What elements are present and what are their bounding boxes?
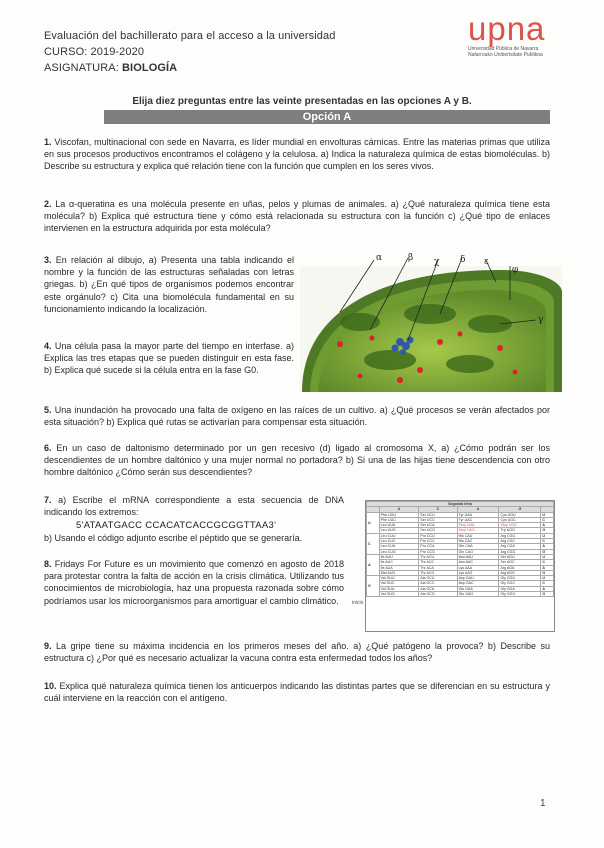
codon-cell: Asp GAU	[457, 576, 499, 581]
codon-cell: Arg CGU	[499, 533, 541, 538]
codon-cell: His CAC	[457, 539, 499, 544]
q2-number: 2.	[44, 199, 52, 209]
q6-text: En un caso de daltonismo determinado por un gen recesivo (d) ligado al cromosoma X, a) ¿Cómo podrán ser los descendientes de un hombre daltónico y una mujer normal no portadora? b) Si una de las hijas tiene descendencia con otro hombre daltónico ¿Cómo serán sus descendientes?	[44, 443, 550, 478]
question-8	[44, 558, 344, 607]
q2-text: La α-queratina es una molécula presente en uñas, pelos y plumas de animales. a) ¿Qué naturaleza química tiene esta molécula? b) Explica qué estructura tiene y cómo está relacionada su estructura con la función c) ¿Qué tipo de enlaces intervienen en la estructura adquirida por esta molécula?	[44, 199, 550, 234]
codon-third-letter: U	[541, 533, 554, 538]
granum	[364, 350, 416, 370]
codon-cell: Stop UAA	[457, 523, 499, 528]
upna-logo	[468, 12, 578, 58]
codon-cell: Thr ACA	[419, 565, 457, 570]
codon-row	[367, 592, 554, 597]
q7-text-a: a) Escribe el mRNA correspondiente a esta secuencia de DNA indicando los extremos:	[44, 495, 344, 518]
granum	[468, 315, 512, 333]
codon-first-letter: U	[367, 512, 380, 533]
codon-cell: Ser UCA	[419, 523, 457, 528]
codon-third-letter: G	[541, 592, 554, 597]
codon-cell: Glu GAG	[457, 592, 499, 597]
codon-cell: Leu CUA	[379, 544, 419, 549]
ribosome-dot	[437, 339, 443, 345]
ribosome-dot	[337, 341, 343, 347]
codon-cell: Gly GGU	[499, 576, 541, 581]
ribosome-dot	[417, 367, 423, 373]
question-2	[44, 198, 550, 235]
codon-cell: Val GUG	[379, 592, 419, 597]
codon-cell: Asn AAU	[457, 554, 499, 559]
codon-cell: Pro CCU	[419, 533, 457, 538]
codon-cell: Leu CUG	[379, 549, 419, 554]
codon-cell: Gln CAA	[457, 544, 499, 549]
q7-number: 7.	[44, 495, 52, 505]
codon-cell: Met AUG	[379, 570, 419, 575]
q9-number: 9.	[44, 641, 52, 651]
codon-cell: His CAU	[457, 533, 499, 538]
header-subject	[44, 62, 177, 74]
granum	[446, 355, 494, 373]
q3-number: 3.	[44, 255, 52, 265]
q4-text: Una célula pasa la mayor parte del tiempo en interfase. a) Explica las tres etapas que se pueden distinguir en esta fase. b) Explica qué sucede si la célula entra en la fase G0.	[44, 341, 294, 376]
question-7	[44, 494, 344, 518]
codon-cell: Gly GGC	[499, 581, 541, 586]
q10-number: 10.	[44, 681, 57, 691]
codon-cell: Leu CUU	[379, 533, 419, 538]
codon-third-letter: C	[541, 560, 554, 565]
dna-blob	[400, 349, 406, 355]
q9-text: La gripe tiene su máxima incidencia en los primeros meses del año. a) ¿Qué patógeno la provoca? b) Describe su estructura c) ¿Por qué es necesario actualizar la vacuna contra esta enfermedad todos los años?	[44, 641, 550, 664]
codon-cell: Leu UUA	[379, 523, 419, 528]
logo-word: upna	[468, 10, 546, 47]
option-title: Opción A	[104, 110, 550, 124]
codon-cell: Glu GAA	[457, 586, 499, 591]
q1-text: Viscofan, multinacional con sede en Navarra, es líder mundial en envolturas cárnicas. Entre las materias primas que utiliza en sus procesos productivos encontramos el colágeno y la celulosa. a) Indica la naturaleza química de estas biomoléculas. b) Describe su estructura y explica qué relación tiene con la función que cumplen en los seres vivos.	[44, 137, 550, 172]
dna-blob	[392, 345, 399, 352]
question-3	[44, 254, 294, 315]
dna-sequence: 5'ATAATGACC CCACATCACCGCGGTTAA3'	[76, 520, 277, 531]
ribosome-dot	[397, 377, 403, 383]
codon-cell: Ser AGC	[499, 560, 541, 565]
codon-third-letter: G	[541, 528, 554, 533]
q3-text: En relación al dibujo, a) Presenta una tabla indicando el nombre y la función de las estructuras señaladas con letras griegas. b) ¿En qué tipos de organismos podemos encontrar este orgánulo? c) Cita una biomolécula fundamental en su funcionamiento indicando la localización.	[44, 255, 294, 314]
codon-first-letter: A	[367, 554, 380, 575]
q5-text: Una inundación ha provocado una falta de oxígeno en las raíces de un cultivo. a) ¿Qué procesos se verán afectados por esta situación? b) Explica qué rutas se activarían para compensar esta situación.	[44, 405, 550, 428]
codon-cell: Gly GGA	[499, 586, 541, 591]
label-alpha: α	[376, 253, 383, 263]
q6-number: 6.	[44, 443, 52, 453]
codon-cell: Ser UCU	[419, 512, 457, 517]
question-10	[44, 680, 550, 704]
codon-cell: Ile AUC	[379, 560, 419, 565]
codon-cell: Ala GCC	[419, 581, 457, 586]
codon-third-letter: G	[541, 549, 554, 554]
codon-cell: Ser AGU	[499, 554, 541, 559]
codon-cell: Tyr UAC	[457, 517, 499, 522]
page-number: 1	[540, 798, 546, 809]
codon-cell: Arg CGG	[499, 549, 541, 554]
codon-cell: Ala GCU	[419, 576, 457, 581]
label-delta: δ	[460, 255, 466, 265]
question-4	[44, 340, 294, 377]
question-1	[44, 136, 550, 173]
codon-third-letter: G	[541, 570, 554, 575]
q10-text: Explica qué naturaleza química tienen los anticuerpos indicando las distintas partes que se diferencian en su estructura y cuál interviene en la reacción con el antígeno.	[44, 681, 550, 704]
codon-cell: Phe UUU	[379, 512, 419, 517]
q8-text: Fridays For Future es un movimiento que comenzó en agosto de 2018 para protestar contra la falta de acción en la crisis climática. Utilizando tus conocimientos de microbiología, haz una propuesta razonada sobre cómo podríamos usar los microorganismos para amortiguar el cambio climático.	[44, 559, 344, 606]
dna-blob	[407, 337, 414, 344]
q4-number: 4.	[44, 341, 52, 351]
codon-cell: Pro CCG	[419, 549, 457, 554]
ribosome-dot	[370, 336, 375, 341]
codon-third-letter: U	[541, 554, 554, 559]
codon-third-letter: A	[541, 523, 554, 528]
codon-cell: Lys AAG	[457, 570, 499, 575]
header-title: Evaluación del bachillerato para el acceso a la universidad	[44, 30, 336, 42]
codon-cell: Ala GCA	[419, 586, 457, 591]
codon-cell: Leu CUC	[379, 539, 419, 544]
subject-label: ASIGNATURA:	[44, 62, 119, 74]
codon-cell: Ala GCG	[419, 592, 457, 597]
codon-cell: Arg CGC	[499, 539, 541, 544]
codon-third-letter: A	[541, 586, 554, 591]
codon-cell: Leu UUG	[379, 528, 419, 533]
logo-sub-2: Nafarroako Unibertsitate Publikoa	[468, 52, 543, 58]
header-course: CURSO: 2019-2020	[44, 46, 145, 58]
ribosome-dot	[513, 370, 518, 375]
q5-number: 5.	[44, 405, 52, 415]
codon-cell: Trp UGG	[499, 528, 541, 533]
codon-third-letter: U	[541, 576, 554, 581]
init-label: inicio	[352, 600, 364, 606]
label-chi: χ	[434, 257, 440, 267]
codon-third-letter: A	[541, 544, 554, 549]
granum	[404, 304, 456, 324]
codon-cell: Asp GAC	[457, 581, 499, 586]
codon-cell: Arg CGA	[499, 544, 541, 549]
codon-cell: Gly GGG	[499, 592, 541, 597]
codon-grid	[366, 501, 554, 597]
q1-number: 1.	[44, 137, 52, 147]
label-beta: β	[408, 253, 414, 263]
instructions: Elija diez preguntas entre las veinte presentadas en las opciones A y B.	[132, 96, 472, 107]
codon-cell: Ile AUA	[379, 565, 419, 570]
codon-cell: Cys UGC	[499, 517, 541, 522]
logo-sub-1: Universidad Pública de Navarra	[468, 46, 539, 52]
q7-text-b: b) Usando el código adjunto escribe el péptido que se generaría.	[44, 533, 303, 543]
codon-header-cell: C	[419, 507, 457, 512]
label-epsilon: ε	[484, 257, 489, 267]
codon-cell: Arg AGG	[499, 570, 541, 575]
codon-cell: Gln CAG	[457, 549, 499, 554]
codon-header-cell: G	[499, 507, 541, 512]
codon-cell: Stop UAG	[457, 528, 499, 533]
codon-cell: Pro CCA	[419, 544, 457, 549]
codon-table-title: Segunda letra	[367, 502, 554, 507]
ribosome-dot	[458, 332, 463, 337]
question-9	[44, 640, 550, 664]
codon-cell: Val GUU	[379, 576, 419, 581]
codon-cell: Thr ACG	[419, 570, 457, 575]
question-5	[44, 404, 550, 428]
codon-header-cell: U	[379, 507, 419, 512]
ribosome-dot	[497, 345, 503, 351]
codon-cell: Pro CCC	[419, 539, 457, 544]
codon-first-letter: C	[367, 533, 380, 554]
codon-cell: Ile AUU	[379, 554, 419, 559]
codon-cell: Thr ACC	[419, 560, 457, 565]
codon-header-cell: A	[457, 507, 499, 512]
codon-cell: Stop UGA	[499, 523, 541, 528]
codon-third-letter: U	[541, 512, 554, 517]
codon-third-letter: C	[541, 539, 554, 544]
codon-cell: Lys AAA	[457, 565, 499, 570]
codon-cell: Thr ACU	[419, 554, 457, 559]
question-6	[44, 442, 550, 479]
genetic-code-table	[365, 500, 555, 632]
codon-cell: Tyr UAU	[457, 512, 499, 517]
codon-first-letter: G	[367, 576, 380, 597]
codon-third-letter: A	[541, 565, 554, 570]
codon-cell: Val GUC	[379, 581, 419, 586]
chloroplast-figure	[300, 252, 562, 392]
codon-cell: Cys UGU	[499, 512, 541, 517]
codon-cell: Val GUA	[379, 586, 419, 591]
codon-cell: Ser UCC	[419, 517, 457, 522]
codon-cell: Phe UUC	[379, 517, 419, 522]
q8-number: 8.	[44, 559, 52, 569]
codon-third-letter: C	[541, 517, 554, 522]
label-phi: φ	[512, 265, 519, 275]
codon-cell: Ser UCG	[419, 528, 457, 533]
subject-value: BIOLOGÍA	[122, 62, 178, 74]
ribosome-dot	[358, 374, 363, 379]
label-gamma: γ	[538, 315, 544, 325]
codon-third-letter: C	[541, 581, 554, 586]
codon-cell: Asn AAC	[457, 560, 499, 565]
codon-cell: Arg AGA	[499, 565, 541, 570]
